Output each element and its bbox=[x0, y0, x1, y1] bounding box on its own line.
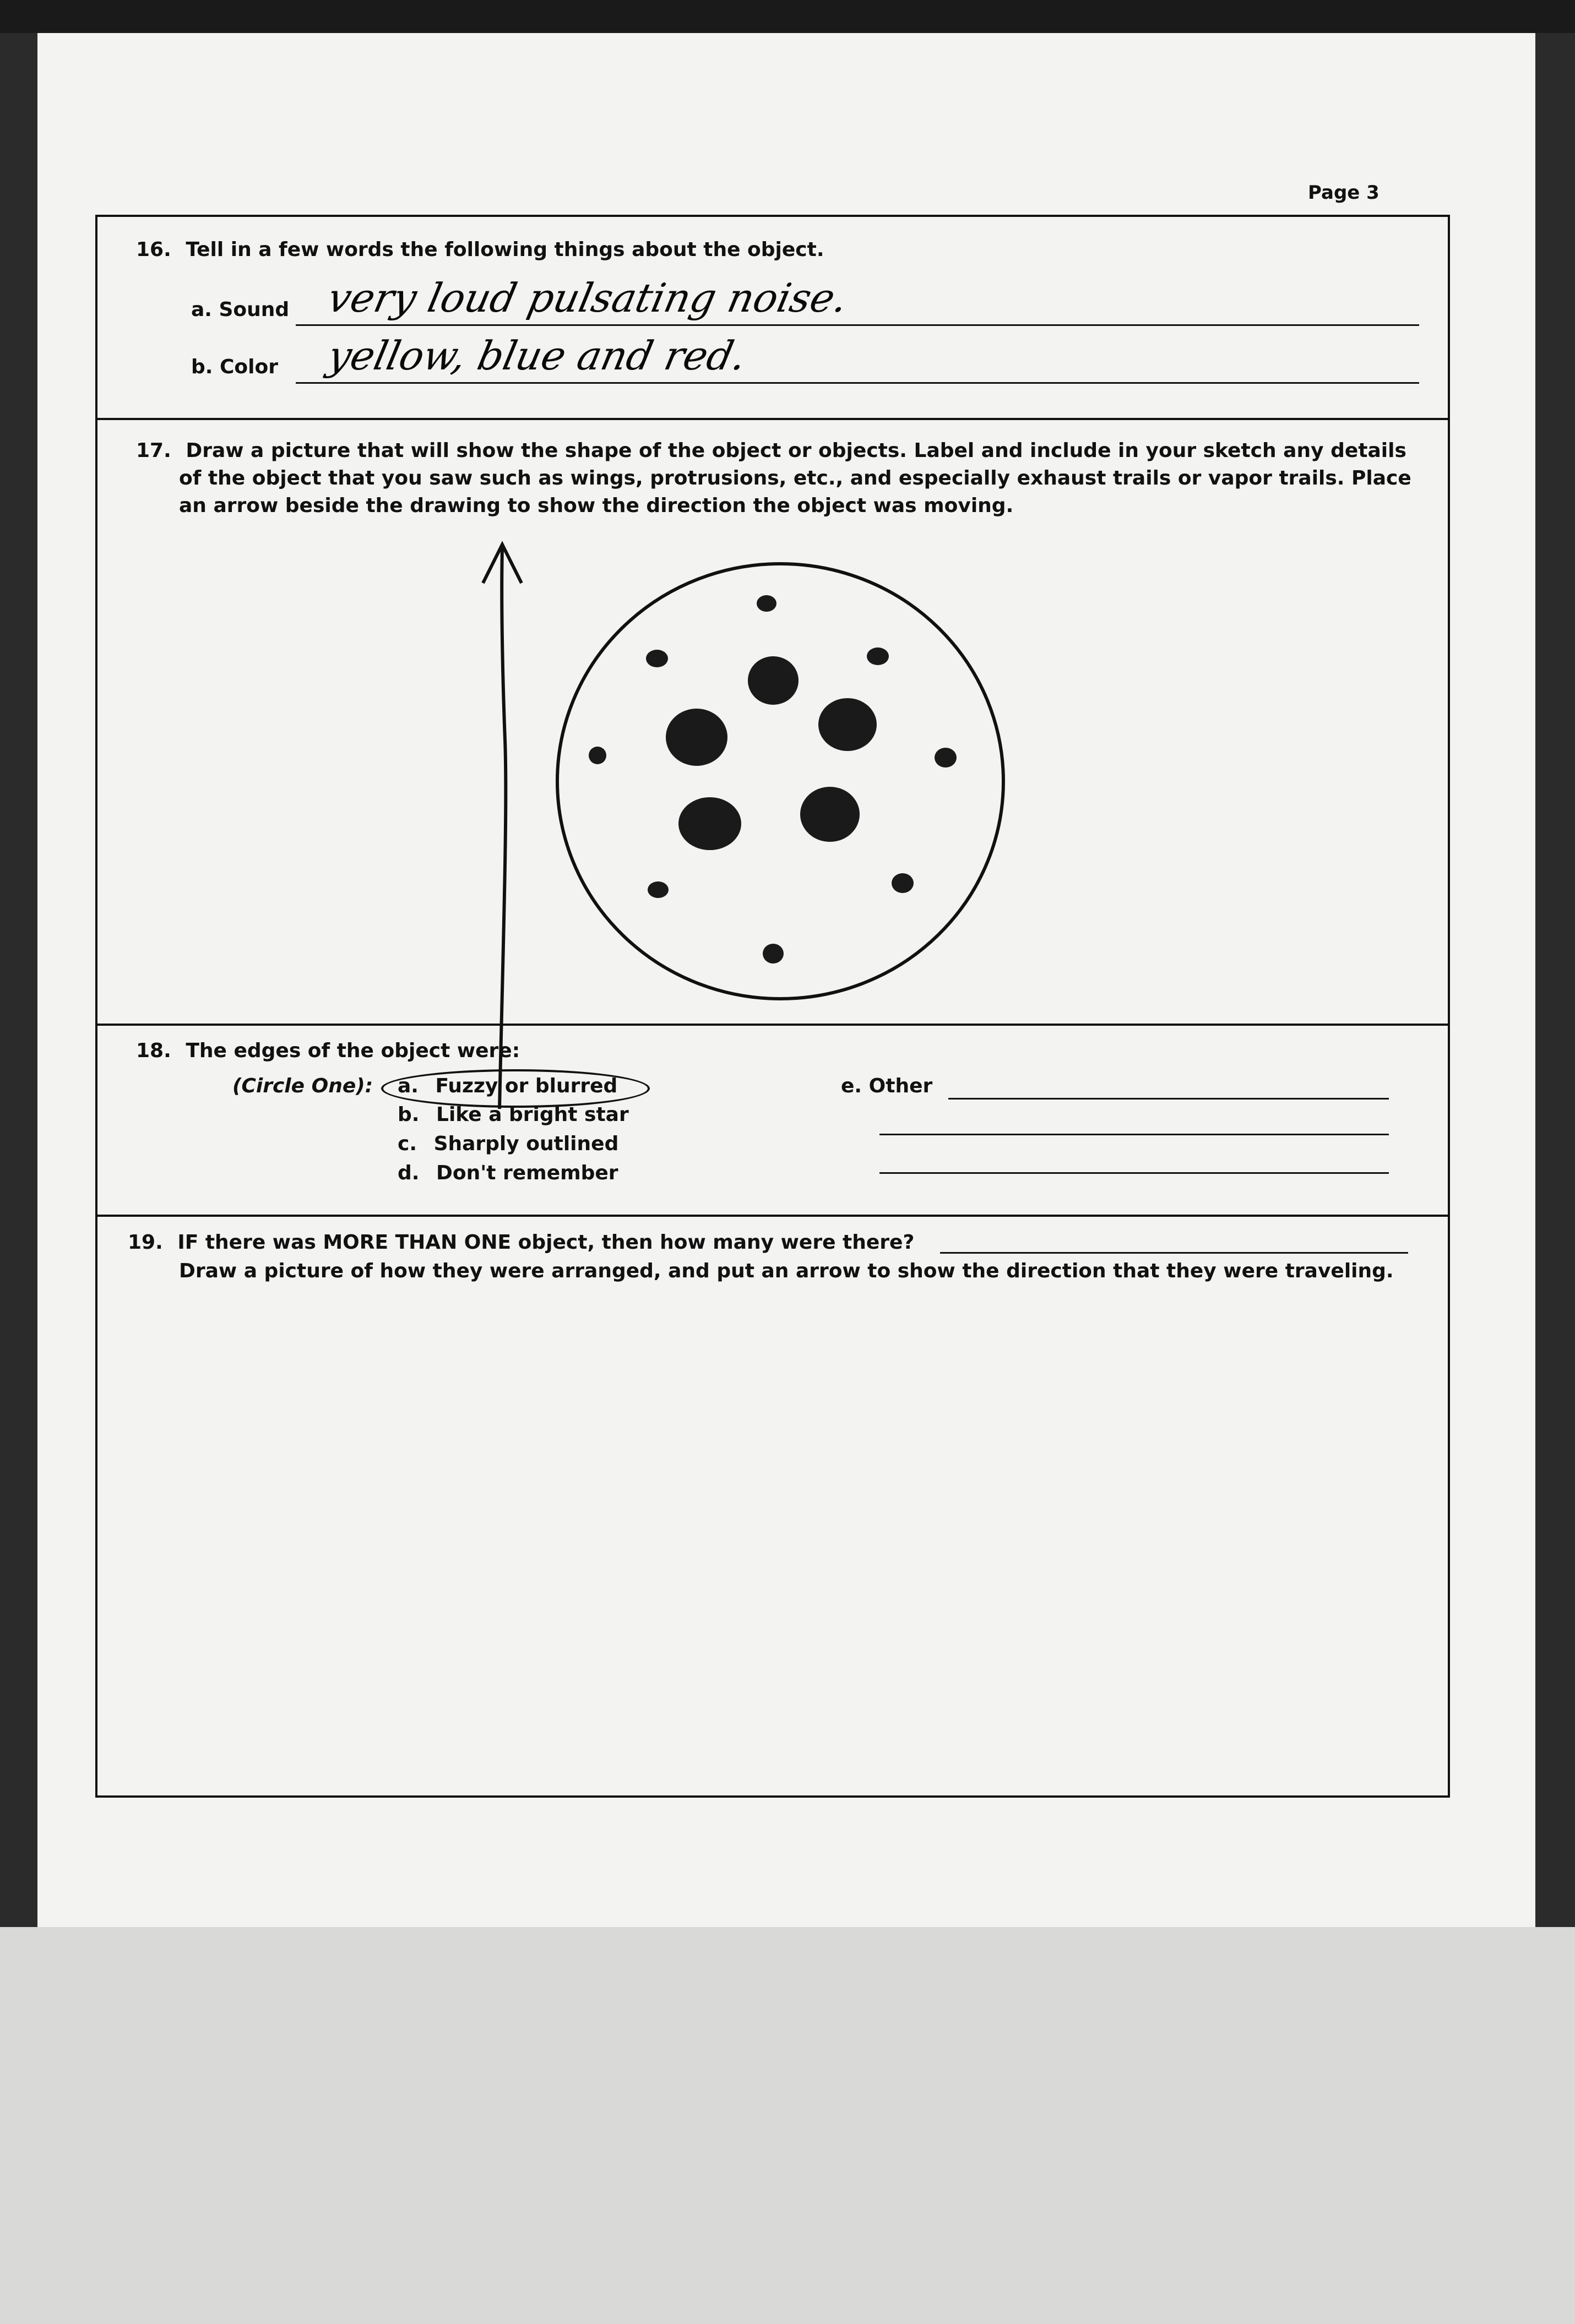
page-number: Page 3 bbox=[1308, 182, 1380, 204]
q16-color-line bbox=[296, 382, 1419, 384]
q19-number: 19. bbox=[128, 1231, 163, 1254]
underlying-page bbox=[0, 1927, 1575, 2324]
q16-sound-answer[interactable]: very loud pulsating noise. bbox=[324, 275, 852, 321]
option-key: c. bbox=[398, 1133, 417, 1155]
q16-prompt: Tell in a few words the following things about the object. bbox=[186, 238, 824, 261]
q18-other-line[interactable] bbox=[948, 1098, 1389, 1100]
option-key: b. bbox=[398, 1103, 420, 1126]
q18-other-line[interactable] bbox=[879, 1134, 1389, 1135]
q19-header bbox=[128, 1229, 914, 1256]
form-page bbox=[37, 33, 1535, 1927]
q18-other-line[interactable] bbox=[879, 1172, 1389, 1174]
q19-count-line[interactable] bbox=[940, 1252, 1408, 1254]
q17-prompt-line2: of the object that you saw such as wings, protrusions, etc., and especially exhaust trails or vapor trails. Place bbox=[179, 467, 1411, 489]
q18-option-b[interactable] bbox=[398, 1103, 629, 1126]
selected-answer-circle bbox=[381, 1069, 650, 1108]
q18-header bbox=[136, 1037, 520, 1065]
q16-sound-line bbox=[296, 324, 1419, 326]
q17-prompt-line3: an arrow beside the drawing to show the direction the object was moving. bbox=[179, 494, 1014, 517]
section-divider bbox=[97, 1215, 1448, 1217]
q19-prompt-line1: IF there was MORE THAN ONE object, then how many were there? bbox=[177, 1231, 915, 1254]
form-box bbox=[95, 215, 1450, 1798]
q18-option-e: e. Other bbox=[841, 1075, 933, 1097]
q16-header bbox=[136, 236, 824, 264]
q19-drawing-area[interactable] bbox=[108, 1296, 1436, 1781]
q18-number: 18. bbox=[136, 1039, 171, 1062]
option-text: Like a bright star bbox=[436, 1103, 629, 1126]
q16-number: 16. bbox=[136, 238, 171, 261]
object-dots bbox=[589, 595, 957, 964]
option-key: d. bbox=[398, 1162, 420, 1184]
object-outline bbox=[557, 564, 1003, 999]
scan-border-top bbox=[0, 0, 1575, 33]
q19-prompt-line2: Draw a picture of how they were arranged, and put an arrow to show the direction that they were traveling. bbox=[179, 1260, 1394, 1282]
option-text: Sharply outlined bbox=[433, 1133, 619, 1155]
q18-option-c[interactable] bbox=[398, 1133, 618, 1155]
q18-instruction: (Circle One): bbox=[232, 1075, 373, 1097]
q16-sound-label: a. Sound bbox=[191, 298, 290, 321]
option-text: Fuzzy or blurred bbox=[435, 1075, 618, 1097]
q18-option-d[interactable] bbox=[398, 1162, 618, 1184]
section-divider bbox=[97, 1024, 1448, 1026]
q18-prompt: The edges of the object were: bbox=[186, 1039, 520, 1062]
q17-prompt-line1: Draw a picture that will show the shape of the object or objects. Label and include in your sketch any details bbox=[186, 439, 1406, 462]
section-divider bbox=[97, 418, 1448, 420]
q16-color-answer[interactable]: yellow, blue and red. bbox=[324, 333, 751, 379]
q17-number: 17. bbox=[136, 439, 171, 462]
option-key: a. bbox=[398, 1075, 419, 1097]
q17-header bbox=[136, 437, 1406, 465]
option-text: Don't remember bbox=[436, 1162, 618, 1184]
q16-color-label: b. Color bbox=[191, 356, 278, 378]
